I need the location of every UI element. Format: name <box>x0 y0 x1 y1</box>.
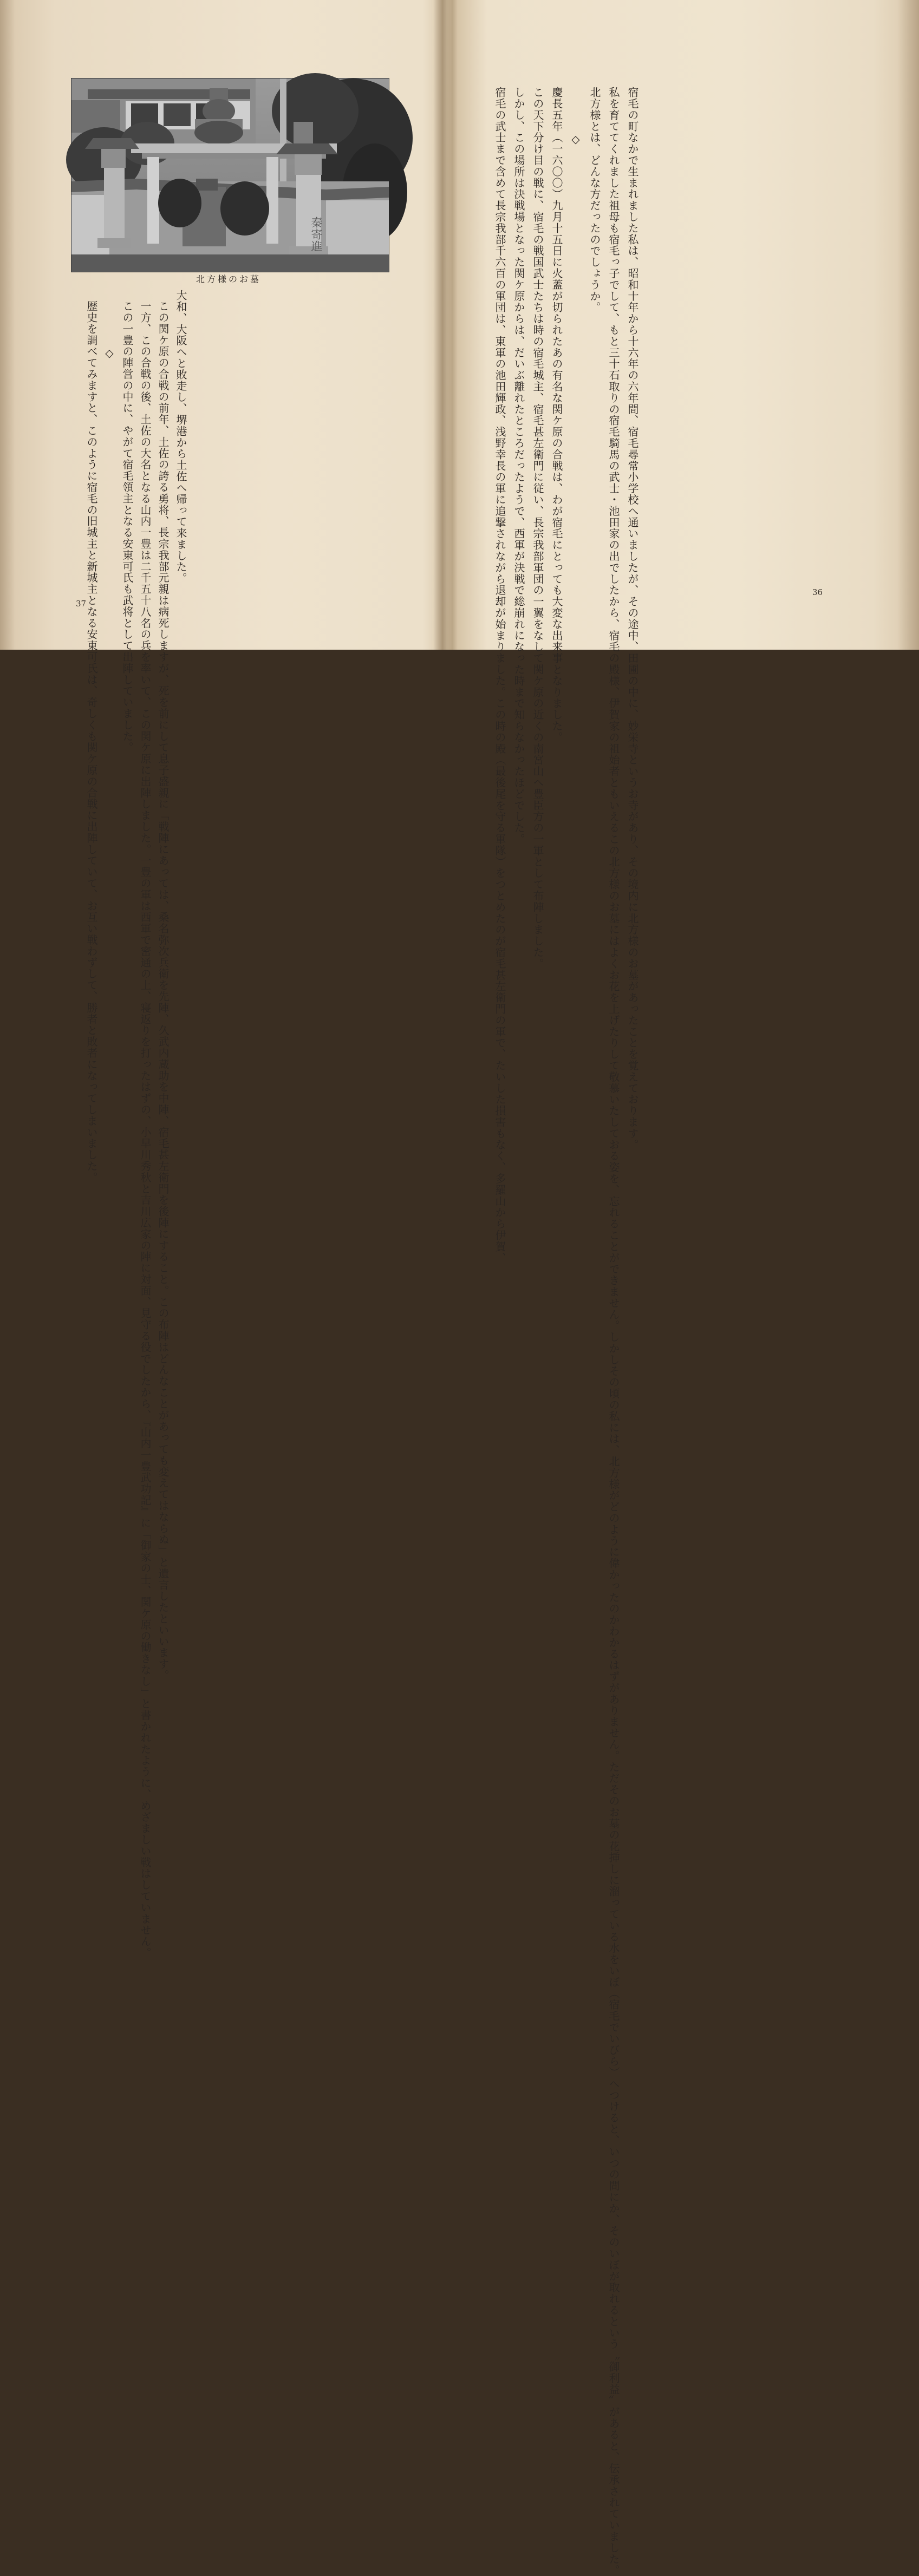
page-number-right: 36 <box>812 587 823 597</box>
photo-caption: 北方様のお墓 <box>196 274 262 284</box>
left-paragraph: この一豊の陣営の中に、やがて宿毛領主となる安東可氏も武将として出陣していました。 <box>121 300 134 753</box>
left-paragraph: 一方、この合戦の後、土佐の大名となる山内一豊は二千五十八名の兵を率いて、この関ケ原に出陣しました。一豊の軍は西軍で密通の上、寝返りを打ったはずの、小早川秀秋と吉川広家の陣に対面、見守る役でしたから、『山内一豊武功記』に「御家の士、関ケ原の働きなし」と書かれたように、めざましい戦はしていません。 <box>139 300 152 1959</box>
left-paragraph: 歴史を調べてみますと、このように宿毛の旧城主と新城主となる安東可氏は、奇しくも関ケ原の合戦に出陣していて、お互い戦わずして、勝者と敗者になってしまいました。 <box>85 300 98 1184</box>
right-paragraph: 慶長五年（一六〇〇）九月十五日に火蓋が切られたあの有名な関ケ原の合戦は、わが宿毛にとっても大変な出来事となりました。 <box>550 87 563 743</box>
left-page-body <box>82 290 190 1959</box>
right-paragraph: しかし、この場所は決戦場となった関ケ原からは、だいぶ離れたところだったようで、西軍が決戦で総崩れになった時まで知らなかったほどでした。 <box>512 87 525 845</box>
right-paragraph: この天下分け目の戦に、宿毛の戦国武士たちは時の宿毛城主、宿毛甚左衛門に従い、長宗我部軍団の一翼をなして関ケ原の近くの南宮山へ豊臣方の一軍として布陣しました。 <box>531 87 544 970</box>
section-mark: ◇ <box>569 133 582 146</box>
left-edge-shadow <box>0 0 15 650</box>
book-gutter <box>433 0 452 650</box>
right-paragraph: 宿毛の町なかで生まれました私は、昭和十年から十六年の六年間、宿毛尋常小学校へ通いましたが、その途中、田圃の中に、妙栄寺というお寺があり、その境内に北方様のお墓があったことを覚えております。 <box>626 87 639 1150</box>
right-paragraph: 私を育ててくれました祖母も宿毛っ子でして、もと三十石取りの宿毛騎馬の武士・池田家の出でしたから、宿毛の殿様、伊賀家の祖始者ともいえるこの北方様のお墓にはよくお花を上げたりして敬慕いたしておる姿を、忘れることができません。しかしその頃の私には、北方様がどのように偉かったのかわかるはずがありません。ただそのお墓の花挿しに溜っている水をいぼ（宿毛でいびら）へつけると、いつの間にか、そのいぼが取れるという〝御利益〟があると、伝承されていました。 <box>607 87 620 2576</box>
left-paragraph: この関ケ原の合戦の前年、土佐の誇る勇将、長宗我部元親は病死しますが、死を前にして息子盛親に「戦陣にあっては、桑名弥次兵衛を先陣、久武内蔵助を中陣、宿毛甚左衛門を後陣にすること。この布陣はどんなことがあっても変えてはならぬ」と遺言したといいます。 <box>157 300 170 1681</box>
page-number-left: 37 <box>76 599 87 609</box>
right-paragraph: 北方様とは、どんな方だったのでしょうか。 <box>588 87 601 313</box>
lantern-inscription-text: 秦寄進 <box>310 217 323 252</box>
section-mark: ◇ <box>103 346 116 359</box>
right-edge-shadow <box>897 0 919 650</box>
right-page-body <box>490 76 642 2576</box>
right-paragraph: 宿毛の武士まで含めて長宗我部千六百の軍団は、東軍の池田輝政、浅野幸長の軍に追撃されながら退却が始まりました。この時の殿（最後尾を守る軍隊）をつとめたのが宿毛甚左衛門の軍で、たいした損害もなく、多羅山から伊賀、 <box>493 87 506 1264</box>
left-paragraph: 大和、大阪へと敗走し、堺港から土佐へ帰って来ました。 <box>174 290 187 584</box>
grave-photo <box>71 78 389 272</box>
